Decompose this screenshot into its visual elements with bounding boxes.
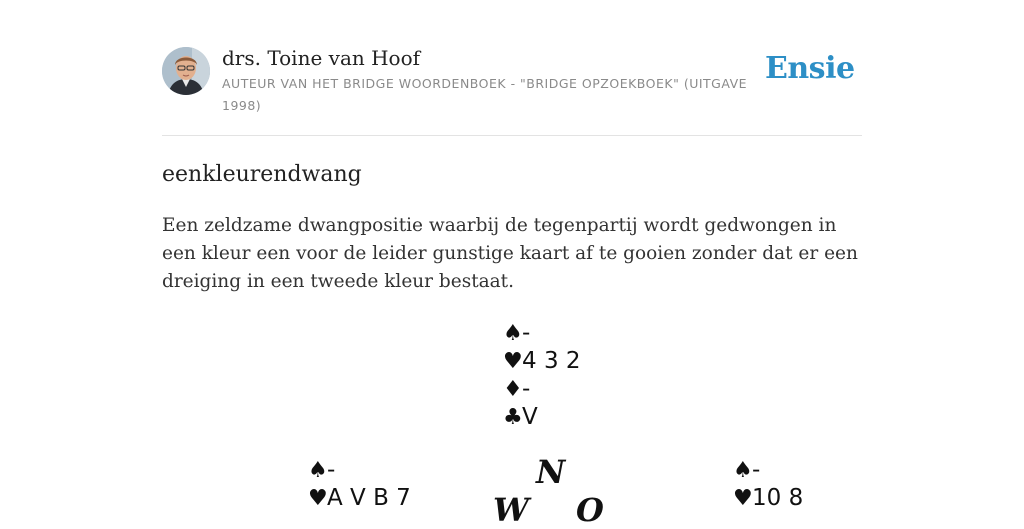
north-spades-row [503, 319, 581, 347]
north-hand [503, 319, 581, 431]
east-hand [733, 456, 803, 512]
club-icon: ♣ [503, 405, 523, 430]
header-divider [162, 135, 862, 136]
west-spades-row [308, 456, 411, 484]
north-diamonds-row [503, 375, 581, 403]
spade-icon: ♠ [308, 458, 328, 483]
west-hand [308, 456, 411, 512]
north-hearts: 4 3 2 [522, 348, 581, 374]
avatar-portrait-icon [162, 47, 210, 95]
north-clubs: V [522, 404, 538, 430]
author-header [162, 46, 762, 116]
west-spades: - [327, 457, 336, 483]
north-hearts-row [503, 347, 581, 375]
author-avatar[interactable] [162, 47, 210, 95]
entry-title: eenkleurendwang [162, 162, 362, 187]
east-spades: - [752, 457, 761, 483]
east-spades-row [733, 456, 803, 484]
heart-icon: ♥ [503, 349, 523, 374]
compass-north-label: N [536, 453, 566, 491]
heart-icon: ♥ [733, 486, 753, 511]
spade-icon: ♠ [733, 458, 753, 483]
north-spades: - [522, 320, 531, 346]
north-diamonds: - [522, 376, 531, 402]
compass-east-label: O [576, 491, 604, 529]
entry-definition: Een zeldzame dwangpositie waarbij de tegenpartij wordt gedwongen in een kleur een voor de leider gunstige kaart af te gooien zonder dat er een dreiging in een tweede kleur bestaat. [162, 215, 858, 292]
author-bio: AUTEUR VAN HET BRIDGE WOORDENBOEK - "BRIDGE OPZOEKBOEK" (UITGAVE 1998) [222, 76, 748, 113]
heart-icon: ♥ [308, 486, 328, 511]
compass-west-label: W [493, 491, 529, 529]
ensie-logo[interactable]: Ensie [765, 51, 855, 86]
spade-icon: ♠ [503, 321, 523, 346]
east-hearts-row [733, 484, 803, 512]
north-clubs-row [503, 403, 581, 431]
author-name[interactable]: drs. Toine van Hoof [222, 46, 421, 70]
west-hearts-row [308, 484, 411, 512]
diamond-icon: ♦ [503, 377, 523, 402]
west-hearts: A V B 7 [327, 485, 411, 511]
east-hearts: 10 8 [752, 485, 804, 511]
